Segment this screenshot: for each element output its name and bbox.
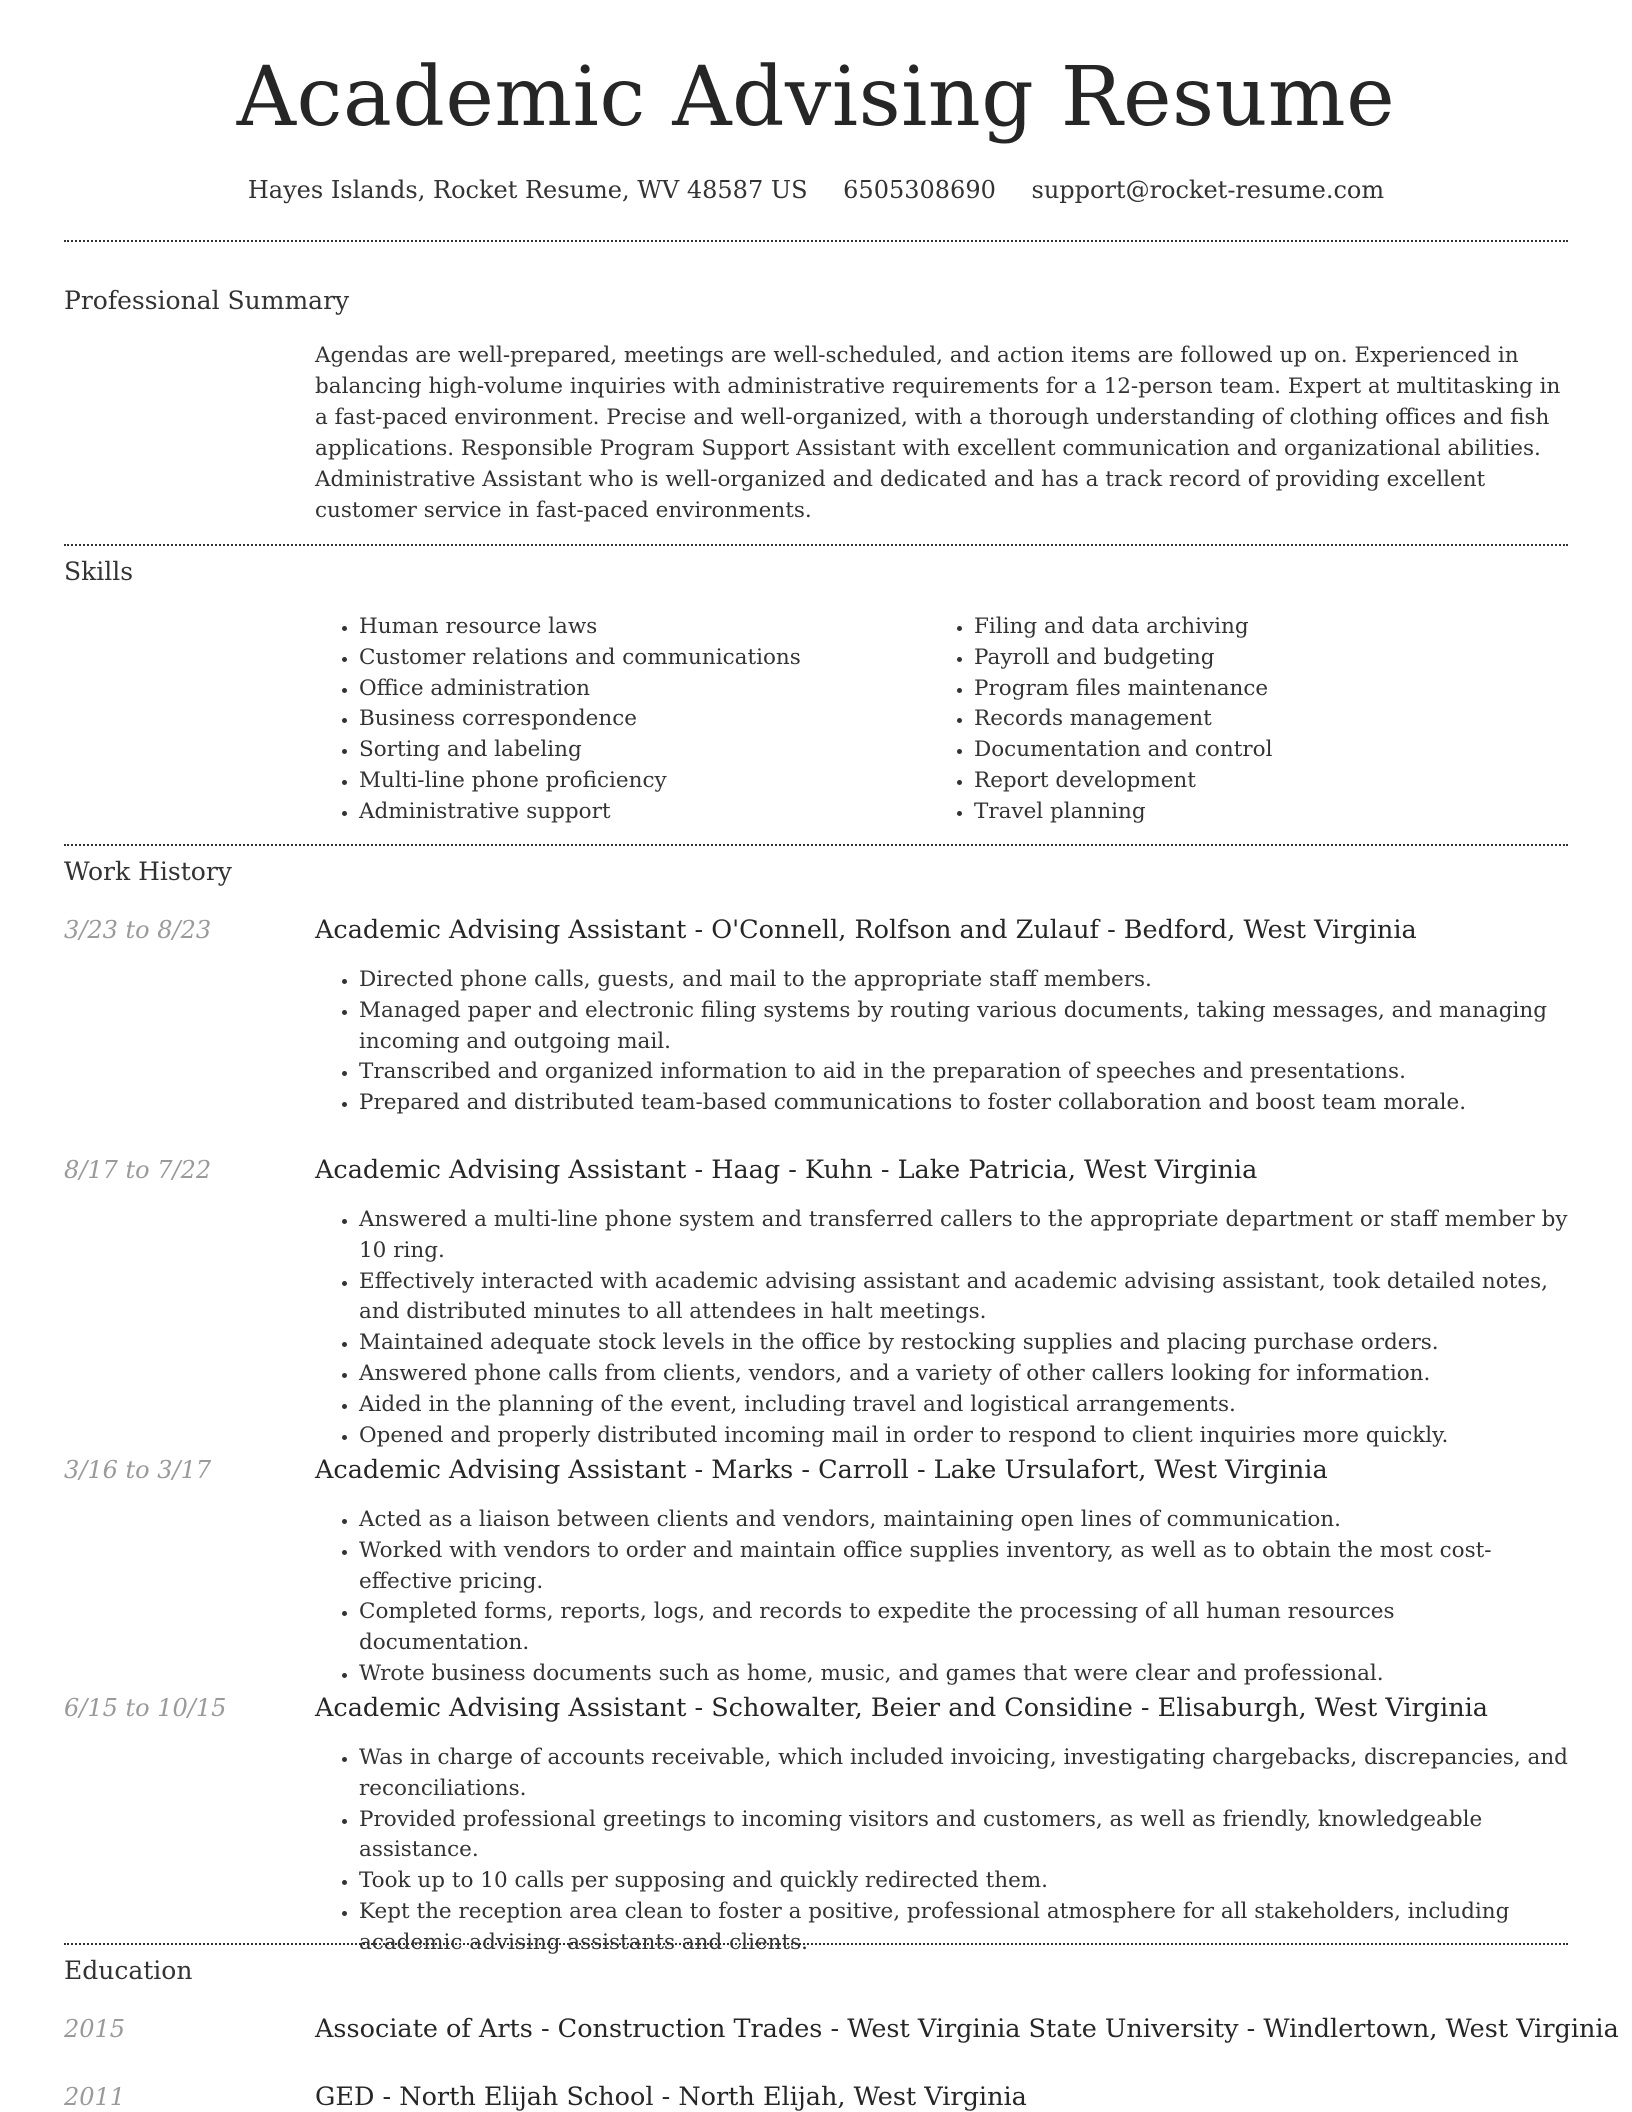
education-year: 2011: [64, 2083, 126, 2111]
contact-line: [0, 170, 1632, 210]
divider: [64, 1943, 1568, 1945]
resume-title: Academic Advising Resume: [236, 50, 1396, 145]
skill-item: • Sorting and labeling: [359, 735, 915, 766]
skill-item: • Administrative support: [359, 797, 915, 828]
job-bullet: • Aided in the planning of the event, including travel and logistical arrangements.: [359, 1390, 1570, 1421]
job-bullet: • Effectively interacted with academic advising assistant and academic advising assistant, took detailed notes, and distributed minutes to all attendees in halt meetings.: [359, 1267, 1570, 1329]
job-bullet: • Directed phone calls, guests, and mail to the appropriate staff members.: [359, 965, 1570, 996]
job-bullet: • Answered phone calls from clients, vendors, and a variety of other callers looking for information.: [359, 1359, 1570, 1390]
job-bullet: • Answered a multi-line phone system and transferred callers to the appropriate department or staff member by 10 ring.: [359, 1205, 1570, 1267]
contact-email: support@rocket-resume.com: [1031, 176, 1385, 204]
job-bullet: • Kept the reception area clean to foster a positive, professional atmosphere for all stakeholders, including academic advising assistants and clients.: [359, 1897, 1570, 1959]
job-title: Academic Advising Assistant - Marks - Carroll - Lake Ursulafort, West Virginia: [315, 1455, 1328, 1485]
section-heading-summary: Professional Summary: [64, 286, 350, 315]
divider: [64, 240, 1568, 242]
education-entry: GED - North Elijah School - North Elijah, West Virginia: [315, 2082, 1027, 2112]
contact-address: Hayes Islands, Rocket Resume, WV 48587 US: [247, 176, 808, 204]
job-bullet: • Opened and properly distributed incoming mail in order to respond to client inquiries more quickly.: [359, 1421, 1570, 1452]
job-title: Academic Advising Assistant - Haag - Kuhn - Lake Patricia, West Virginia: [315, 1155, 1258, 1185]
section-heading-skills: Skills: [64, 557, 134, 586]
job-bullet: • Completed forms, reports, logs, and records to expedite the processing of all human resources documentation.: [359, 1597, 1570, 1659]
job-bullets: [315, 965, 1570, 1119]
summary-text: Agendas are well-prepared, meetings are well-scheduled, and action items are followed up on. Experienced in balancing high-volume inquiries with administrative requirements for a 12-person team. Expert at multitasking in a fast-paced environment. Precise and well-organized, with a thorough understanding of clothing offices and fish applications. Responsible Program Support Assistant with excellent communication and organizational abilities. Administrative Assistant who is well-organized and dedicated and has a track record of providing excellent customer service in fast-paced environments.: [315, 343, 1561, 523]
skill-item: • Records management: [974, 704, 1530, 735]
job-bullets: [315, 1743, 1570, 1959]
job-dates: 8/17 to 7/22: [64, 1156, 212, 1184]
job-bullet: • Provided professional greetings to incoming visitors and customers, as well as friendly, knowledgeable assistance.: [359, 1805, 1570, 1867]
skill-item: • Program files maintenance: [974, 674, 1530, 705]
job-bullets: [315, 1205, 1570, 1451]
job-bullet: • Managed paper and electronic filing systems by routing various documents, taking messages, and managing incoming and outgoing mail.: [359, 996, 1570, 1058]
job-bullet: • Took up to 10 calls per supposing and quickly redirected them.: [359, 1866, 1570, 1897]
education-year: 2015: [64, 2015, 126, 2043]
job-bullet: • Was in charge of accounts receivable, which included invoicing, investigating chargebacks, discrepancies, and reconciliations.: [359, 1743, 1570, 1805]
job-bullet: • Maintained adequate stock levels in the office by restocking supplies and placing purchase orders.: [359, 1328, 1570, 1359]
job-title: Academic Advising Assistant - Schowalter, Beier and Considine - Elisaburgh, West Virginia: [315, 1693, 1488, 1723]
job-dates: 3/23 to 8/23: [64, 916, 212, 944]
job-title: Academic Advising Assistant - O'Connell, Rolfson and Zulauf - Bedford, West Virginia: [315, 915, 1417, 945]
skill-item: • Travel planning: [974, 797, 1530, 828]
job-bullets: [315, 1505, 1570, 1690]
skill-item: • Office administration: [359, 674, 915, 705]
skill-item: • Customer relations and communications: [359, 643, 915, 674]
skill-item: • Multi-line phone proficiency: [359, 766, 915, 797]
skill-item: • Business correspondence: [359, 704, 915, 735]
skill-item: • Payroll and budgeting: [974, 643, 1530, 674]
skill-item: • Human resource laws: [359, 612, 915, 643]
divider: [64, 844, 1568, 846]
job-dates: 6/15 to 10/15: [64, 1694, 227, 1722]
job-bullet: • Acted as a liaison between clients and vendors, maintaining open lines of communication.: [359, 1505, 1570, 1536]
section-heading-work: Work History: [64, 857, 232, 886]
job-bullet: • Prepared and distributed team-based communications to foster collaboration and boost team morale.: [359, 1088, 1570, 1119]
job-bullet: • Worked with vendors to order and maintain office supplies inventory, as well as to obtain the most cost-effective pricing.: [359, 1536, 1570, 1598]
skill-item: • Report development: [974, 766, 1530, 797]
divider: [64, 544, 1568, 546]
section-heading-education: Education: [64, 1956, 193, 1985]
skills-list-left: [315, 612, 915, 828]
skills-list-right: [930, 612, 1530, 828]
job-dates: 3/16 to 3/17: [64, 1456, 212, 1484]
skill-item: • Filing and data archiving: [974, 612, 1530, 643]
job-bullet: • Transcribed and organized information to aid in the preparation of speeches and presentations.: [359, 1057, 1570, 1088]
education-entry: Associate of Arts - Construction Trades - West Virginia State University - Windlertown, West Virginia: [315, 2014, 1619, 2044]
job-bullet: • Wrote business documents such as home, music, and games that were clear and professional.: [359, 1659, 1570, 1690]
skill-item: • Documentation and control: [974, 735, 1530, 766]
contact-phone: 6505308690: [843, 176, 996, 204]
